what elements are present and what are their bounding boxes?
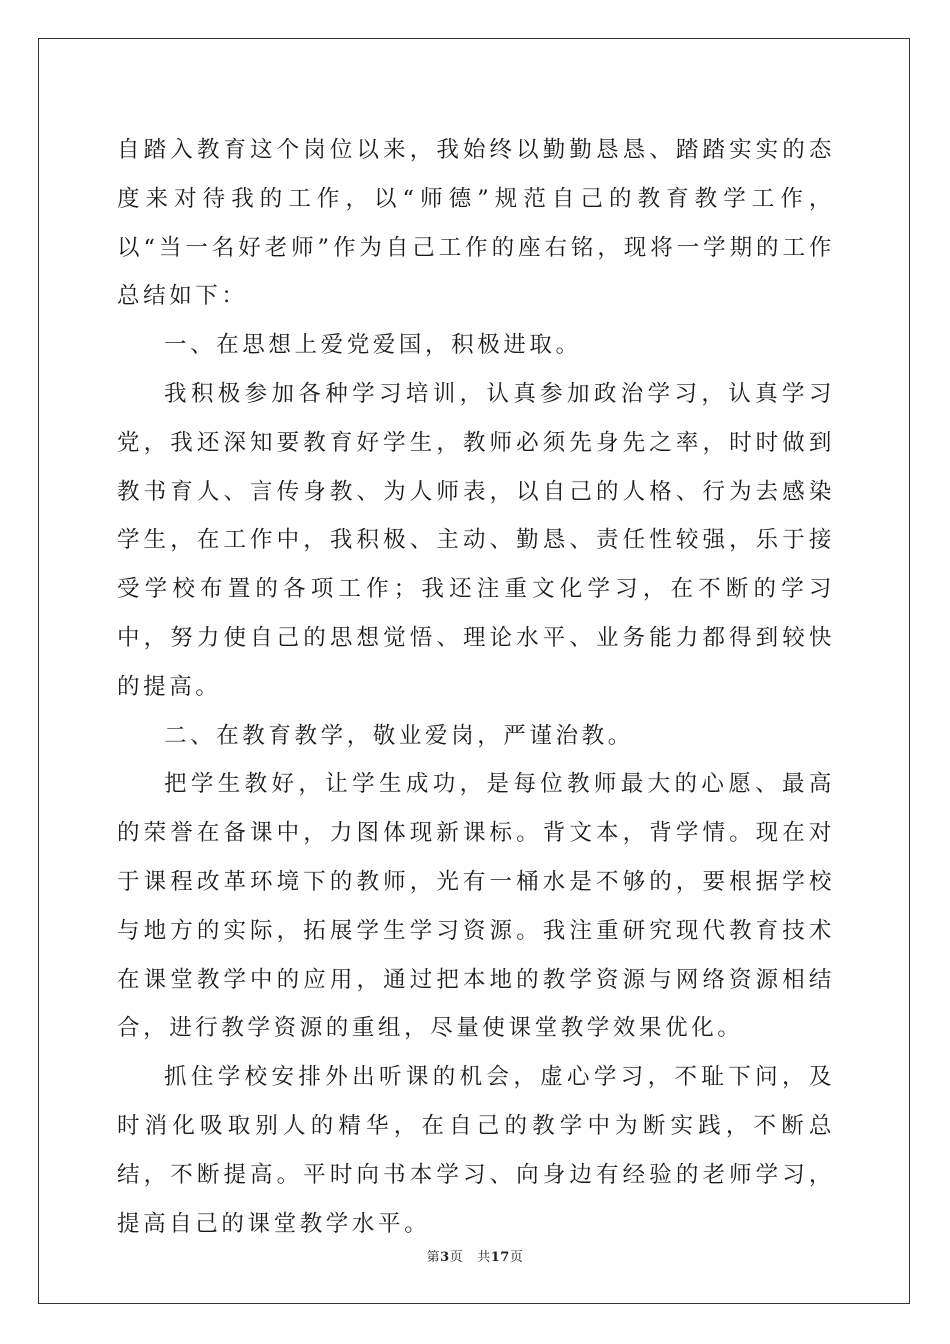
page-prefix: 第 xyxy=(426,1250,441,1265)
section-heading-1: 一、在思想上爱党爱国，积极进取。 xyxy=(164,332,582,359)
page-suffix: 页 xyxy=(449,1250,464,1265)
document-body xyxy=(117,126,835,1248)
paragraph-intro: 自踏入教育这个岗位以来，我始终以勤勤恳恳、踏踏实实的态度来对待我的工作，以“师德”规范自己的教育教学工作，以“当一名好老师”作为自己工作的座右铭，现将一学期的工作总结如下： xyxy=(117,137,835,310)
page-footer xyxy=(0,1246,950,1265)
paragraph-politics: 我积极参加各种学习培训，认真参加政治学习，认真学习党，我还深知要教育好学生，教师必须先身先之率，时时做到教书育人、言传身教、为人师表，以自己的人格、行为去感染学生，在工作中，我积极、主动、勤恳、责任性较强，乐于接受学校布置的各项工作；我还注重文化学习，在不断的学习中，努力使自己的思想觉悟、理论水平、业务能力都得到较快的提高。 xyxy=(117,380,835,700)
paragraph-learning: 抓住学校安排外出听课的机会，虚心学习，不耻下问，及时消化吸取别人的精华，在自己的教学中为断实践，不断总结，不断提高。平时向书本学习、向身边有经验的老师学习，提高自己的课堂教学水平。 xyxy=(117,1064,835,1237)
total-suffix: 页 xyxy=(509,1250,524,1265)
total-prefix: 共 xyxy=(477,1250,491,1265)
paragraph-teaching: 把学生教好，让学生成功，是每位教师最大的心愿、最高的荣誉在备课中，力图体现新课标。背文本，背学情。现在对于课程改革环境下的教师，光有一桶水是不够的，要根据学校与地方的实际，拓展学生学习资源。我注重研究现代教育技术在课堂教学中的应用，通过把本地的教学资源与网络资源相结合，进行教学资源的重组，尽量使课堂教学效果优化。 xyxy=(117,771,835,1042)
total-pages: 17 xyxy=(490,1250,510,1265)
section-heading-2: 二、在教育教学，敬业爱岗，严谨治教。 xyxy=(164,722,634,749)
page-number: 3 xyxy=(440,1250,450,1265)
